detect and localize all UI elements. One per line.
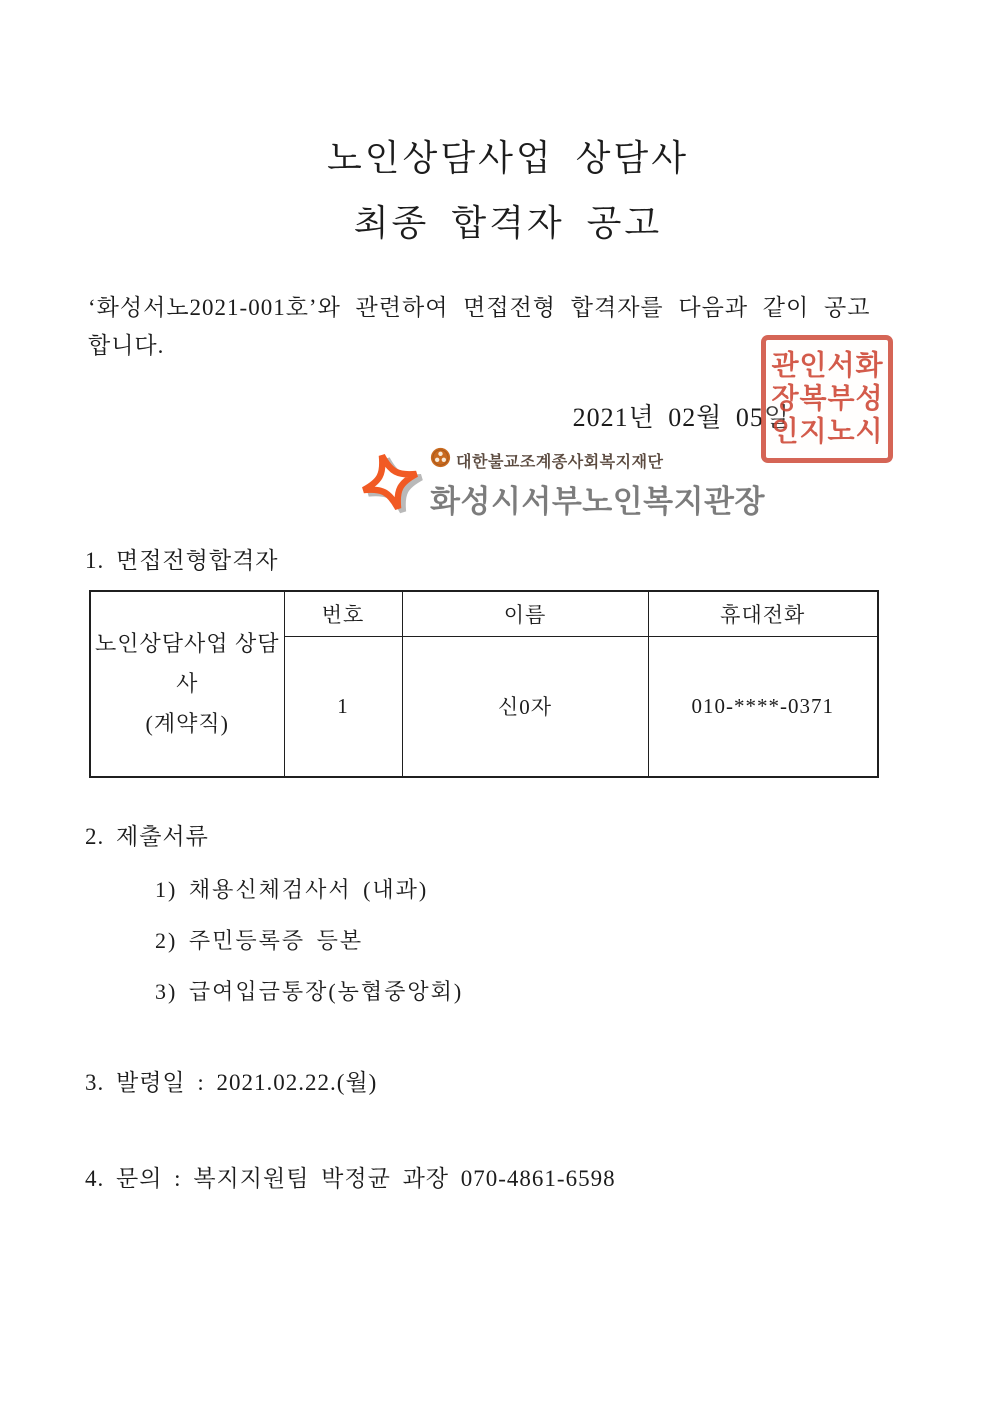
star-logo-icon — [355, 447, 425, 522]
seal-column-1: 화성시 — [851, 349, 882, 449]
list-item: 1) 채용신체검사서 (내과) — [155, 877, 429, 902]
column-header-number: 번호 — [284, 591, 402, 636]
category-line-1: 노인상담사업 상담사 — [94, 631, 280, 696]
announcement-body — [0, 289, 992, 365]
section-2-heading: 2. 제출서류 — [85, 824, 209, 849]
organization-logo — [64, 448, 992, 520]
column-header-phone: 휴대전화 — [648, 591, 878, 636]
candidate-name: 신0자 — [402, 636, 648, 777]
seal-column-3: 인복지 — [795, 349, 826, 449]
jogye-emblem-icon — [430, 447, 451, 473]
candidate-number: 1 — [284, 636, 402, 777]
list-item: 2) 주민등록증 등본 — [155, 928, 364, 953]
section-1-heading: 1. 면접전형합격자 — [85, 548, 279, 573]
section-4-heading: 4. 문의 : 복지지원팀 박정균 과장 070-4861-6598 — [85, 1166, 616, 1191]
category-cell — [90, 591, 284, 777]
logo-text-block — [430, 447, 765, 521]
foundation-row — [430, 447, 765, 473]
category-line-2: (계약직) — [145, 711, 229, 736]
successful-candidates-table — [89, 590, 879, 778]
section-3-heading: 3. 발령일 : 2021.02.22.(월) — [85, 1070, 378, 1095]
foundation-name: 대한불교조계종사회복지재단 — [456, 453, 664, 471]
title-line-2: 최종 합격자 공고 — [353, 203, 663, 243]
document-title — [12, 0, 992, 247]
organization-name: 화성시서부노인복지관장 — [430, 484, 765, 519]
column-header-name: 이름 — [402, 591, 648, 636]
seal-column-2: 서부노 — [823, 349, 854, 449]
list-item: 3) 급여입금통장(농협중앙회) — [155, 979, 464, 1004]
announcement-date: 2021년 02월 05일 — [572, 403, 790, 432]
body-line-2: 합니다. — [88, 333, 165, 358]
candidate-phone: 010-****-0371 — [648, 636, 878, 777]
body-line-1: ‘화성서노2021-001호’와 관련하여 면접전형 합격자를 다음과 같이 공고 — [88, 295, 871, 320]
seal-column-4: 관장인 — [767, 349, 798, 449]
title-line-1: 노인상담사업 상담사 — [327, 138, 689, 178]
table-header-row — [90, 591, 878, 636]
